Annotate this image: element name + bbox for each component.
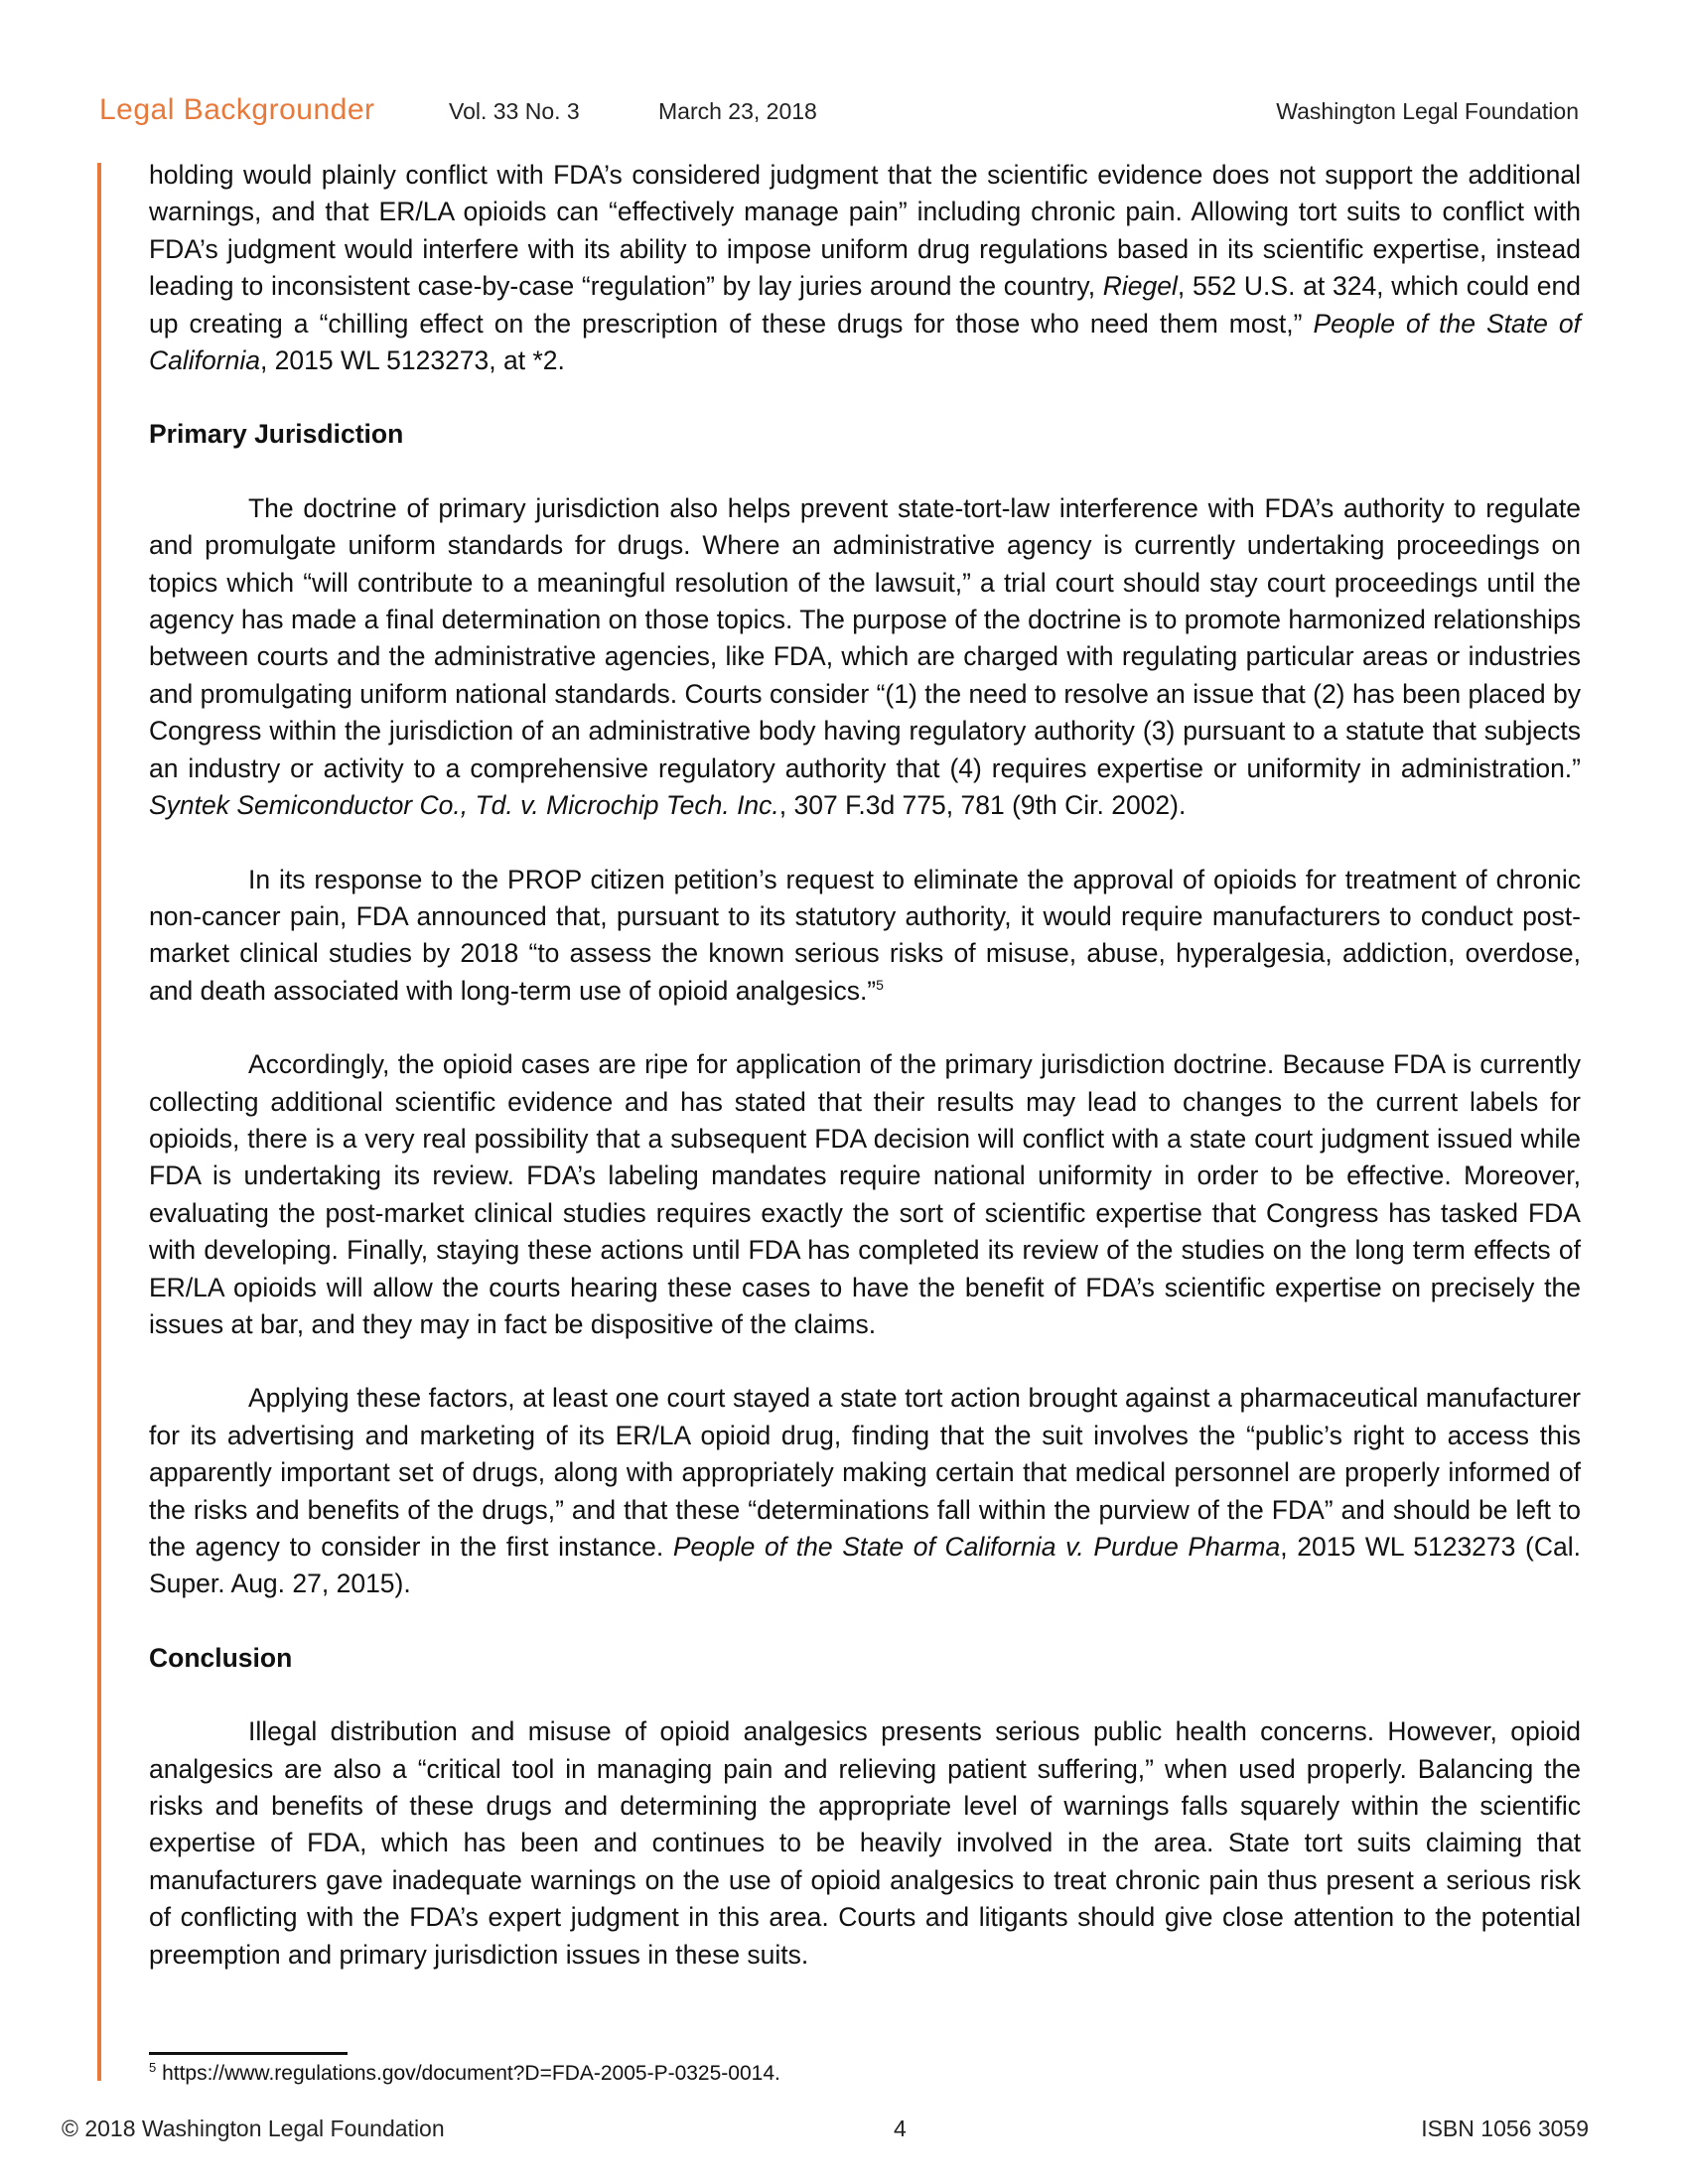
page-header	[99, 93, 1589, 133]
footnote-number: 5	[149, 2060, 157, 2075]
paragraph-preemption-conclusion: holding would plainly conflict with FDA’s considered judgment that the scientific evidence does not support the additional warnings, and that ER/LA opioids can “effectively manage pain” including chronic pain. Allowing tort suits to conflict with FDA’s judgment would interfere with its ability to impose uniform drug regulations based in its scientific expertise, instead leading to inconsistent case-by-case “regulation” by lay juries around the country, Riegel, 552 U.S. at 324, which could end up creating a “chilling effect on the prescription of these drugs for those who need them most,” People of the State of California, 2015 WL 5123273, at *2.	[149, 160, 1581, 376]
case-citation: People of the State of California	[149, 308, 1581, 376]
case-citation: Syntek Semiconductor Co., Td. v. Microchip Tech. Inc.	[149, 790, 779, 821]
page-number: 4	[894, 2116, 907, 2141]
section-heading-primary-jurisdiction: Primary Jurisdiction	[149, 419, 404, 450]
page-footer	[62, 2116, 1589, 2145]
footnote-reference[interactable]: 5	[876, 976, 884, 993]
accent-bar	[97, 163, 101, 2081]
paragraph-conclusion: Illegal distribution and misuse of opioid analgesics presents serious public health concerns. However, opioid analgesics are also a “critical tool in managing pain and relieving patient suffering,” when used properly. Balancing the risks and benefits of these drugs and determining the appropriate level of warnings falls squarely within the scientific expertise of FDA, which has been and continues to be heavily involved in the area. State tort suits claiming that manufacturers gave inadequate warnings on the use of opioid analgesics to treat chronic pain thus present a serious risk of conflicting with the FDA’s expert judgment in this area. Courts and litigants should give close attention to the potential preemption and primary jurisdiction issues in these suits.	[149, 1716, 1581, 1970]
footnote	[149, 2060, 780, 2086]
copyright-notice: © 2018 Washington Legal Foundation	[62, 2116, 445, 2141]
article-body	[149, 157, 1581, 2010]
organization-name: Washington Legal Foundation	[1276, 98, 1579, 124]
isbn-number: ISBN 1056 3059	[1421, 2116, 1589, 2141]
case-citation: People of the State of California v. Purdue Pharma	[672, 1532, 1281, 1562]
publication-title: Legal Backgrounder	[99, 93, 375, 126]
paragraph-doctrine: The doctrine of primary jurisdiction also helps prevent state-tort-law interference with FDA’s authority to regulate and promulgate uniform standards for drugs. Where an administrative agency is currently undertaking proceedings on topics which “will contribute to a meaningful resolution of the lawsuit,” a trial court should stay court proceedings until the agency has made a final determination on those topics. The purpose of the doctrine is to promote harmonized relationships between courts and the administrative agencies, like FDA, which are charged with regulating particular areas or industries and promulgating uniform national standards. Courts consider “(1) the need to resolve an issue that (2) has been placed by Congress within the jurisdiction of an administrative body having regulatory authority (3) pursuant to a statute that subjects an industry or activity to a comprehensive regulatory authority that (4) requires expertise or uniformity in administration.” Syntek Semiconductor Co., Td. v. Microchip Tech. Inc., 307 F.3d 775, 781 (9th Cir. 2002).	[149, 492, 1581, 821]
footnote-divider	[149, 2052, 348, 2055]
volume-number: Vol. 33 No. 3	[449, 98, 580, 124]
paragraph-accordingly: Accordingly, the opioid cases are ripe for application of the primary jurisdiction doctrine. Because FDA is currently collecting additional scientific evidence and has stated that their results may lead to changes to the current labels for opioids, there is a very real possibility that a subsequent FDA decision will conflict with a state court judgment issued while FDA is undertaking its review. FDA’s labeling mandates require national uniformity in order to be effective. Moreover, evaluating the post-market clinical studies requires exactly the sort of scientific expertise that Congress has tasked FDA with developing. Finally, staying these actions until FDA has completed its review of the studies on the long term effects of ER/LA opioids will allow the courts hearing these cases to have the benefit of FDA’s scientific expertise on precisely the issues at bar, and they may in fact be dispositive of the claims.	[149, 1049, 1581, 1339]
case-citation: Riegel	[1102, 271, 1178, 302]
publication-date: March 23, 2018	[658, 98, 817, 124]
section-heading-conclusion: Conclusion	[149, 1642, 293, 1673]
paragraph-applying-factors: Applying these factors, at least one court stayed a state tort action brought against a pharmaceutical manufacturer for its advertising and marketing of its ER/LA opioid drug, finding that the suit involves the “public’s right to access this apparently important set of drugs, along with appropriately making certain that medical personnel are properly informed of the risks and benefits of the drugs,” and that these “determinations fall within the purview of the FDA” and should be left to the agency to consider in the first instance. People of the State of California v. Purdue Pharma, 2015 WL 5123273 (Cal. Super. Aug. 27, 2015).	[149, 1383, 1581, 1599]
footnote-link[interactable]: https://www.regulations.gov/document?D=FDA-2005-P-0325-0014.	[156, 2062, 780, 2085]
paragraph-prop-petition: In its response to the PROP citizen petition’s request to eliminate the approval of opioids for treatment of chronic non-cancer pain, FDA announced that, pursuant to its statutory authority, it would require manufacturers to conduct post-market clinical studies by 2018 “to assess the known serious risks of misuse, abuse, hyperalgesia, addiction, overdose, and death associated with long-term use of opioid analgesics.”$^5$	[149, 864, 1581, 1006]
